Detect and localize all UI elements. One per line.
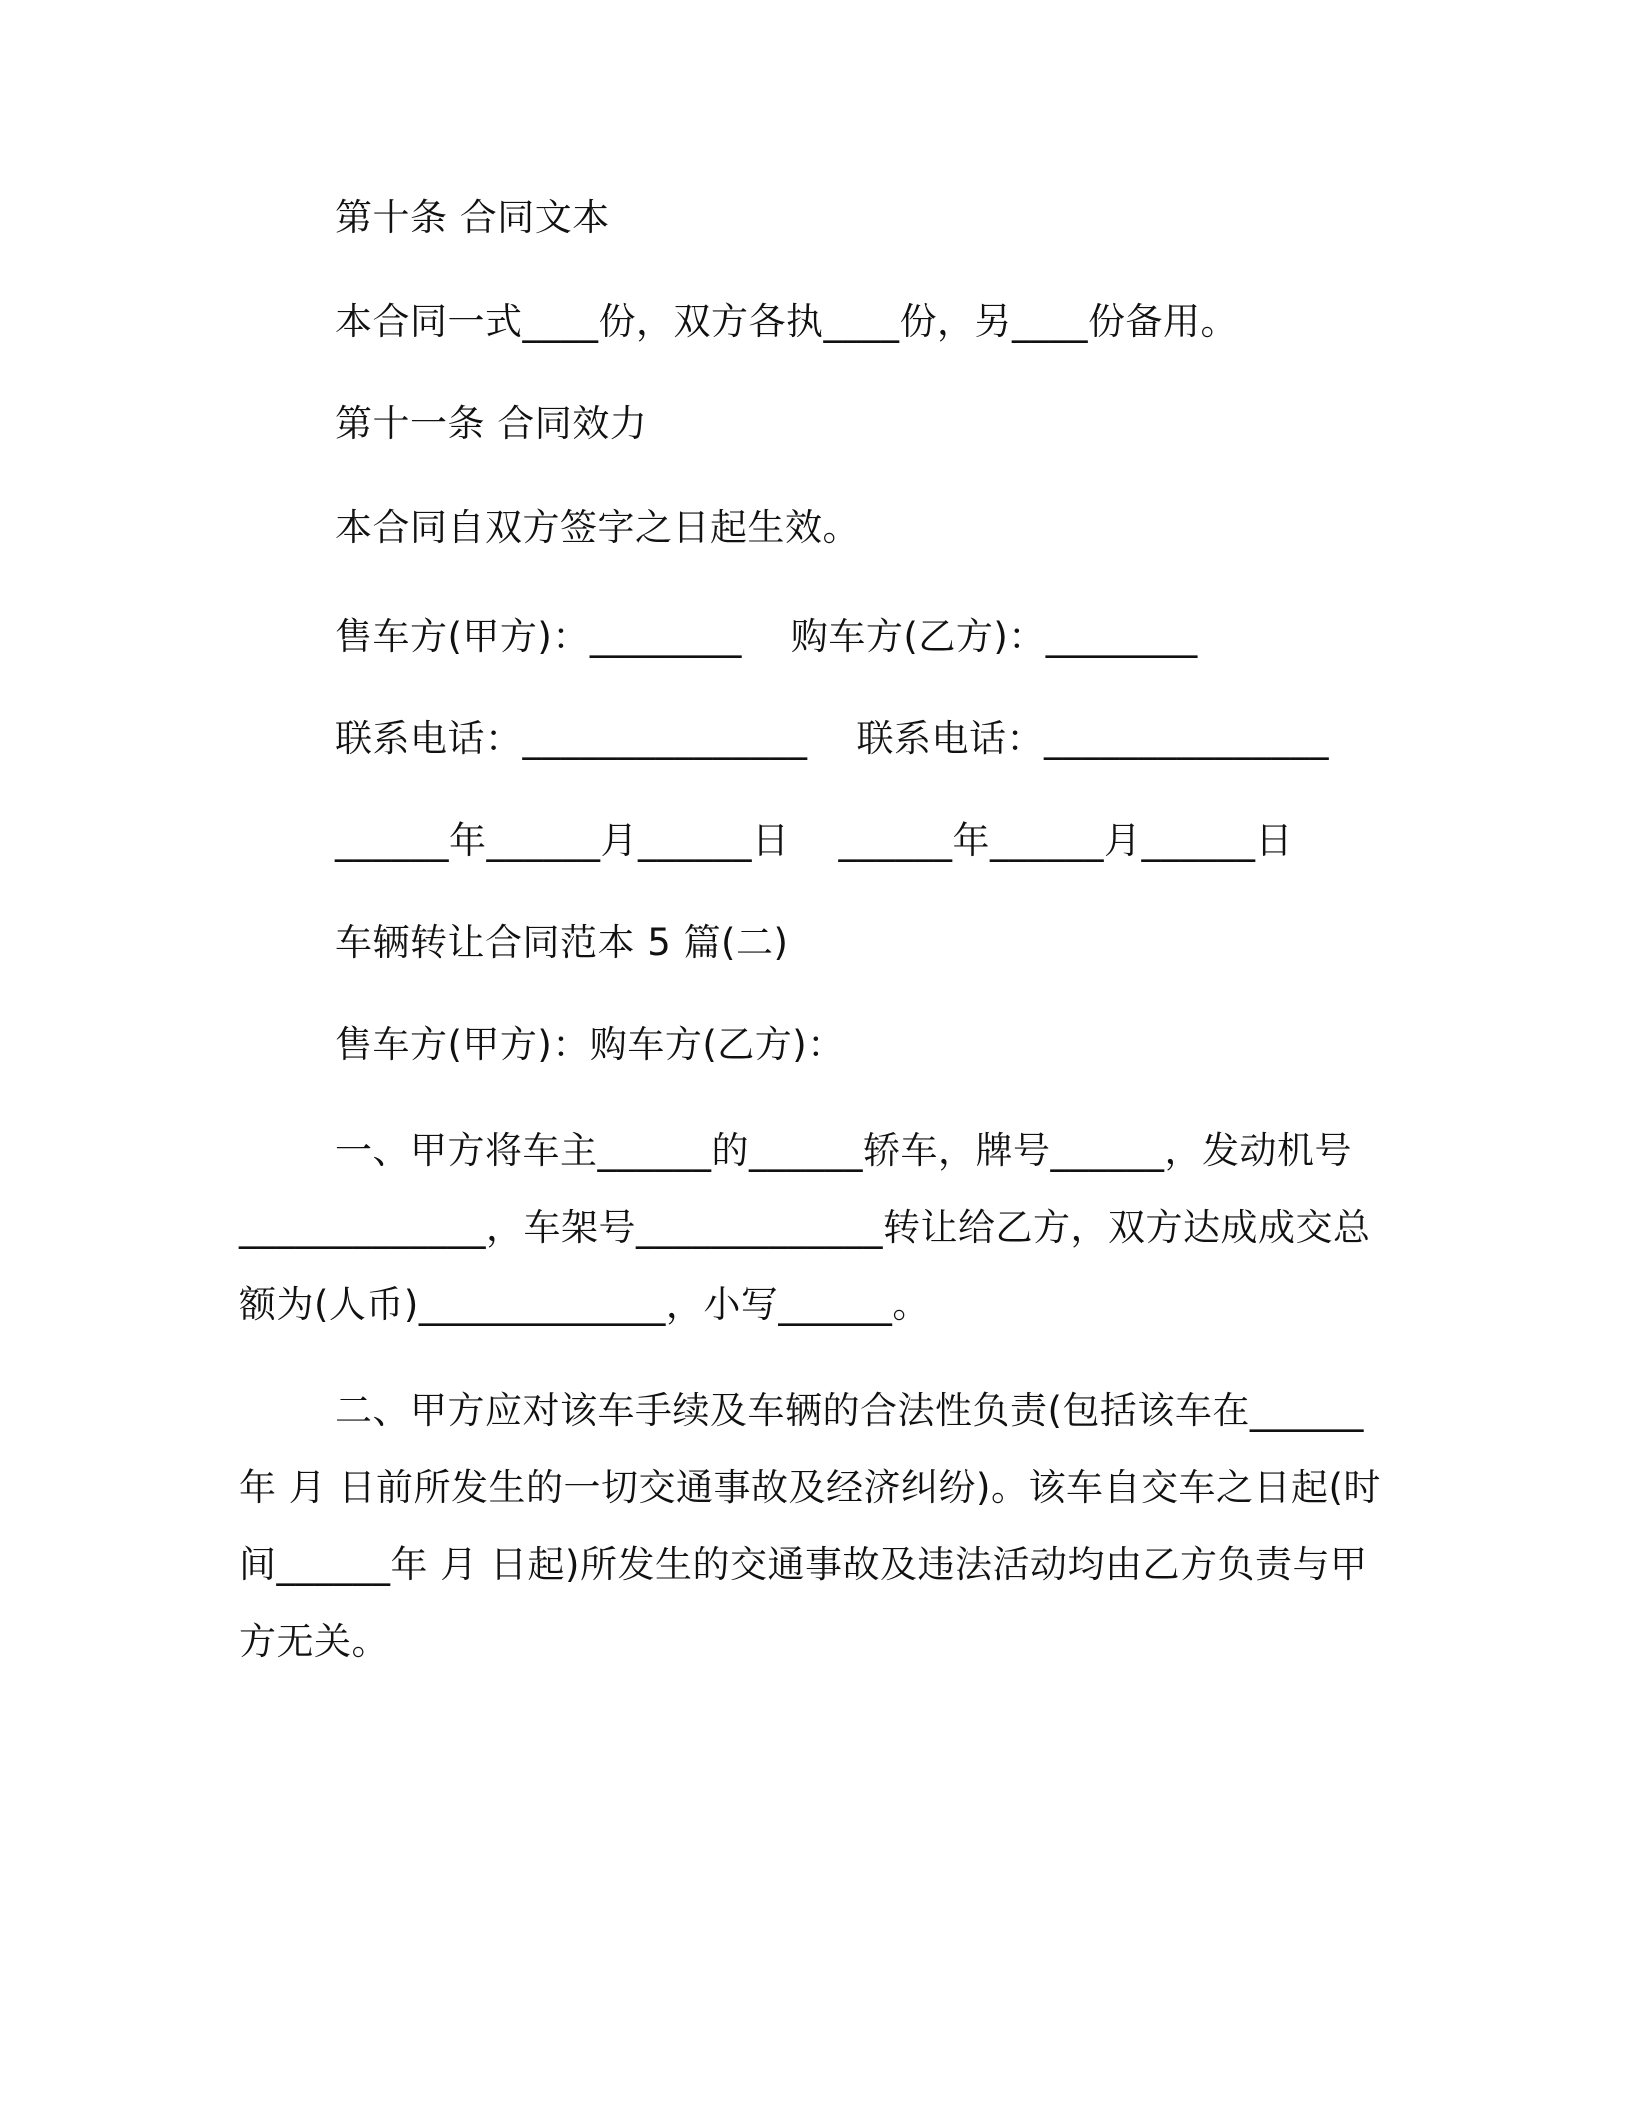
effectiveness-clause: 本合同自双方签字之日起生效。: [335, 506, 860, 549]
clause-two-line: 二、甲方应对该车手续及车辆的合法性负责(包括该车在______: [335, 1389, 1364, 1432]
clause-one-paragraph: [239, 1112, 1389, 1343]
article-eleven-heading: 第十一条 合同效力: [335, 402, 648, 445]
clause-two-line: 间______年 月 日起)所发生的交通事故及违法活动均由乙方负责与甲: [239, 1543, 1368, 1586]
date-line: ______年______月______日 ______年______月______日: [335, 819, 1294, 862]
clause-one-line: 一、甲方将车主______的______轿车，牌号______，发动机号: [335, 1129, 1352, 1172]
section-title: 车辆转让合同范本 5 篇(二): [335, 921, 789, 964]
clause-two-paragraph: [239, 1372, 1389, 1680]
parties-line: 售车方(甲方)：购车方(乙方)：: [335, 1023, 845, 1066]
seller-buyer-signature-line: 售车方(甲方)：________ 购车方(乙方)：________: [335, 615, 1198, 658]
clause-two-line: 方无关。: [239, 1620, 389, 1663]
clause-one-line: 额为(人币)_____________，小写______。: [239, 1283, 930, 1326]
copies-clause: 本合同一式____份，双方各执____份，另____份备用。: [335, 300, 1238, 343]
clause-one-line: _____________，车架号_____________转让给乙方，双方达成成交总: [239, 1206, 1371, 1249]
article-ten-heading: 第十条 合同文本: [335, 196, 610, 239]
clause-two-line: 年 月 日前所发生的一切交通事故及经济纠纷)。该车自交车之日起(时: [239, 1466, 1381, 1509]
contact-phone-line: 联系电话：_______________ 联系电话：_______________: [335, 717, 1330, 760]
